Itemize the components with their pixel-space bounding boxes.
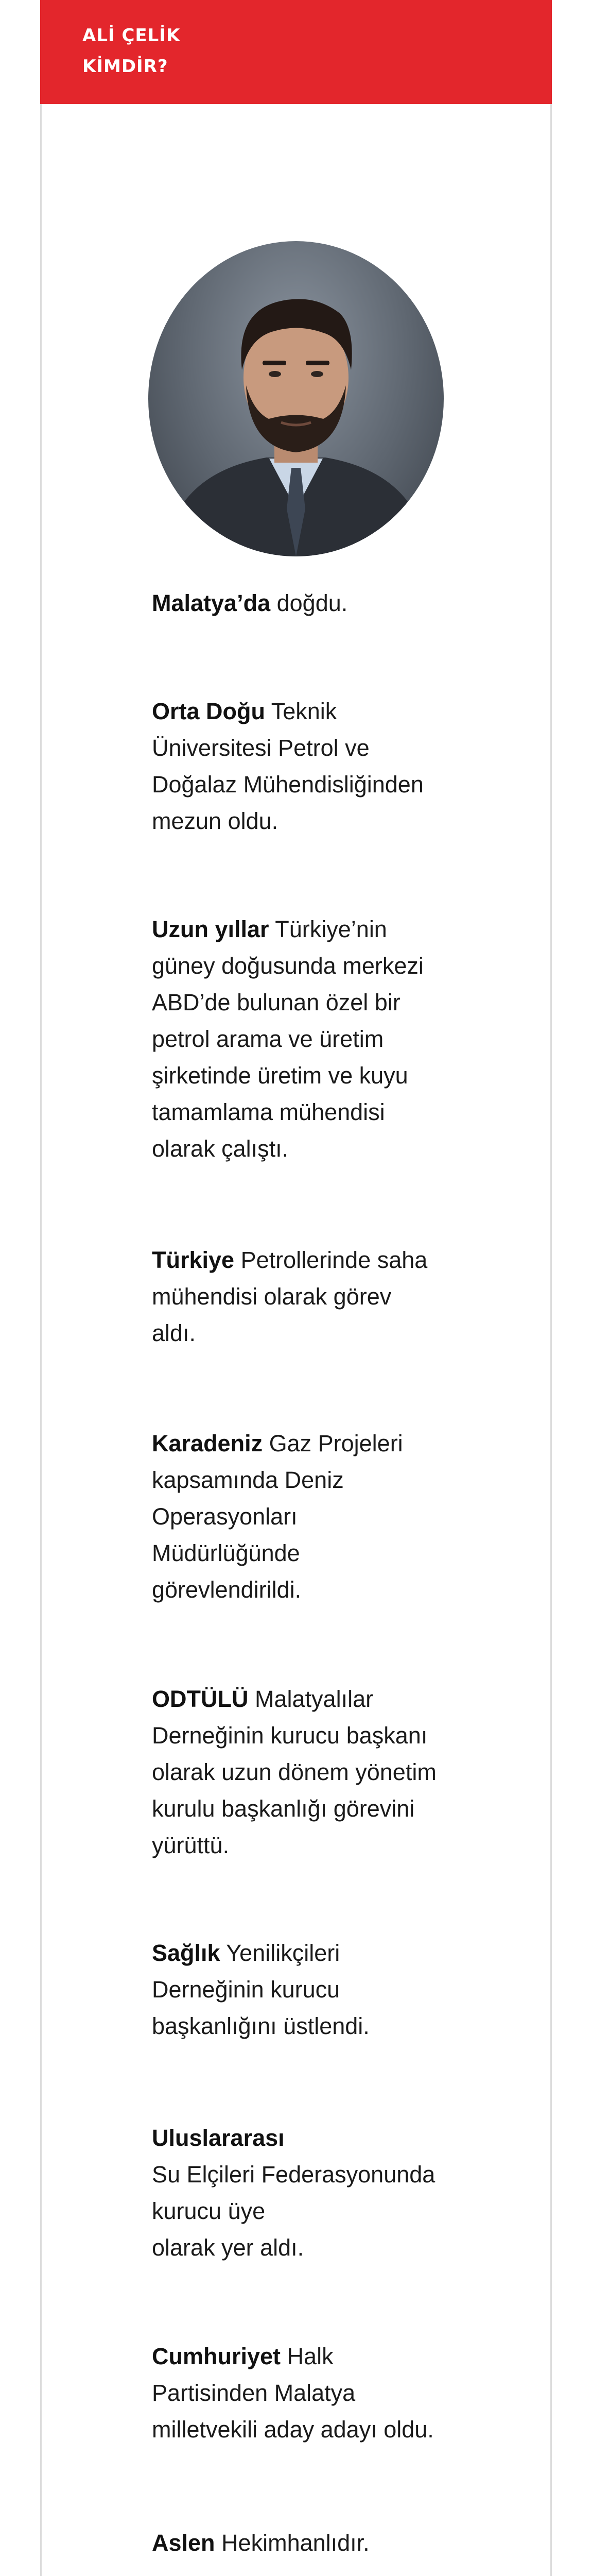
bio-entry-6-keyword: ODTÜLÜ — [152, 1686, 249, 1712]
bio-entry-1 — [152, 585, 456, 621]
bio-entry-2-text-line: Üniversitesi Petrol ve — [152, 735, 370, 761]
bio-entry-2-text-line: Doğalaz Mühendisliğinden — [152, 771, 424, 798]
bio-entry-5 — [152, 1425, 456, 1608]
bio-entry-9-text-line: milletvekili aday adayı oldu. — [152, 2416, 434, 2443]
bio-entry-9-keyword: Cumhuriyet — [152, 2343, 281, 2369]
bio-entry-8-text-line: olarak yer aldı. — [152, 2234, 304, 2261]
bio-entry-6-text-line: yürüttü. — [152, 1832, 230, 1858]
bio-entry-8-text-line: Su Elçileri Federasyonunda — [152, 2161, 436, 2188]
bio-entry-2-text-line: mezun oldu. — [152, 808, 278, 834]
bio-entry-3-text-line: tamamlama mühendisi — [152, 1099, 385, 1125]
header-title-line1: ALİ ÇELİK — [82, 25, 181, 46]
bio-entry-6-text-line: Derneğinin kurucu başkanı — [152, 1722, 428, 1749]
bio-entry-7 — [152, 1935, 456, 2044]
bio-entry-4-text-line: mühendisi olarak görev — [152, 1283, 392, 1310]
bio-entry-9 — [152, 2338, 456, 2448]
bio-entry-5-text-line: görevlendirildi. — [152, 1577, 302, 1603]
bio-entry-7-text-line: Derneğinin kurucu — [152, 1976, 340, 2003]
portrait-photo — [148, 241, 444, 556]
bio-entry-3-text-line: olarak çalıştı. — [152, 1136, 289, 1162]
header-title-line2: KİMDİR? — [82, 56, 168, 77]
bio-entry-6-text-line: kurulu başkanlığı görevini — [152, 1795, 415, 1822]
bio-entry-10-text-line: Hekimhanlıdır. — [221, 2530, 370, 2556]
bio-entry-6-text-line: Malatyalılar — [255, 1686, 374, 1712]
bio-entry-10 — [152, 2524, 456, 2561]
bio-entry-8-text-line: kurucu üye — [152, 2198, 266, 2224]
bio-entry-4-text-line: Petrollerinde saha — [240, 1247, 428, 1273]
bio-entry-2 — [152, 693, 456, 839]
bio-entry-4-keyword: Türkiye — [152, 1247, 235, 1273]
bio-entry-4-text-line: aldı. — [152, 1320, 196, 1346]
bio-entry-10-keyword: Aslen — [152, 2530, 215, 2556]
bio-entry-5-text-line: kapsamında Deniz — [152, 1467, 344, 1493]
bio-entry-5-text-line: Gaz Projeleri — [269, 1430, 403, 1456]
bio-entry-5-keyword: Karadeniz — [152, 1430, 263, 1456]
bio-entry-3-text-line: şirketinde üretim ve kuyu — [152, 1062, 408, 1089]
bio-entry-9-text-line: Halk — [287, 2343, 334, 2369]
bio-entry-3-text-line: ABD’de bulunan özel bir — [152, 989, 401, 1015]
bio-entry-6 — [152, 1681, 456, 1863]
bio-entry-3-text-line: güney doğusunda merkezi — [152, 953, 424, 979]
bio-entry-8-keyword: Uluslararası — [152, 2125, 285, 2151]
person-portrait-icon — [148, 241, 444, 556]
bio-entry-9-text-line: Partisinden Malatya — [152, 2380, 356, 2406]
bio-entry-3-keyword: Uzun yıllar — [152, 916, 269, 942]
bio-entry-5-text-line: Operasyonları — [152, 1503, 298, 1530]
bio-entry-2-text-line: Teknik — [271, 698, 337, 724]
bio-entry-7-keyword: Sağlık — [152, 1940, 220, 1966]
bio-entry-3-text-line: Türkiye’nin — [275, 916, 387, 942]
bio-entry-1-text-line: doğdu. — [276, 590, 348, 616]
bio-entry-4 — [152, 1242, 456, 1351]
bio-entry-8 — [152, 2120, 456, 2266]
bio-entry-6-text-line: olarak uzun dönem yönetim — [152, 1759, 437, 1785]
bio-entry-5-text-line: Müdürlüğünde — [152, 1540, 300, 1566]
bio-entry-1-keyword: Malatya’da — [152, 590, 271, 616]
bio-entry-2-keyword: Orta Doğu — [152, 698, 265, 724]
bio-entry-7-text-line: başkanlığını üstlendi. — [152, 2013, 370, 2039]
bio-entry-3-text-line: petrol arama ve üretim — [152, 1026, 384, 1052]
bio-entry-7-text-line: Yenilikçileri — [226, 1940, 340, 1966]
bio-entry-3 — [152, 911, 456, 1167]
header-banner — [40, 0, 552, 104]
